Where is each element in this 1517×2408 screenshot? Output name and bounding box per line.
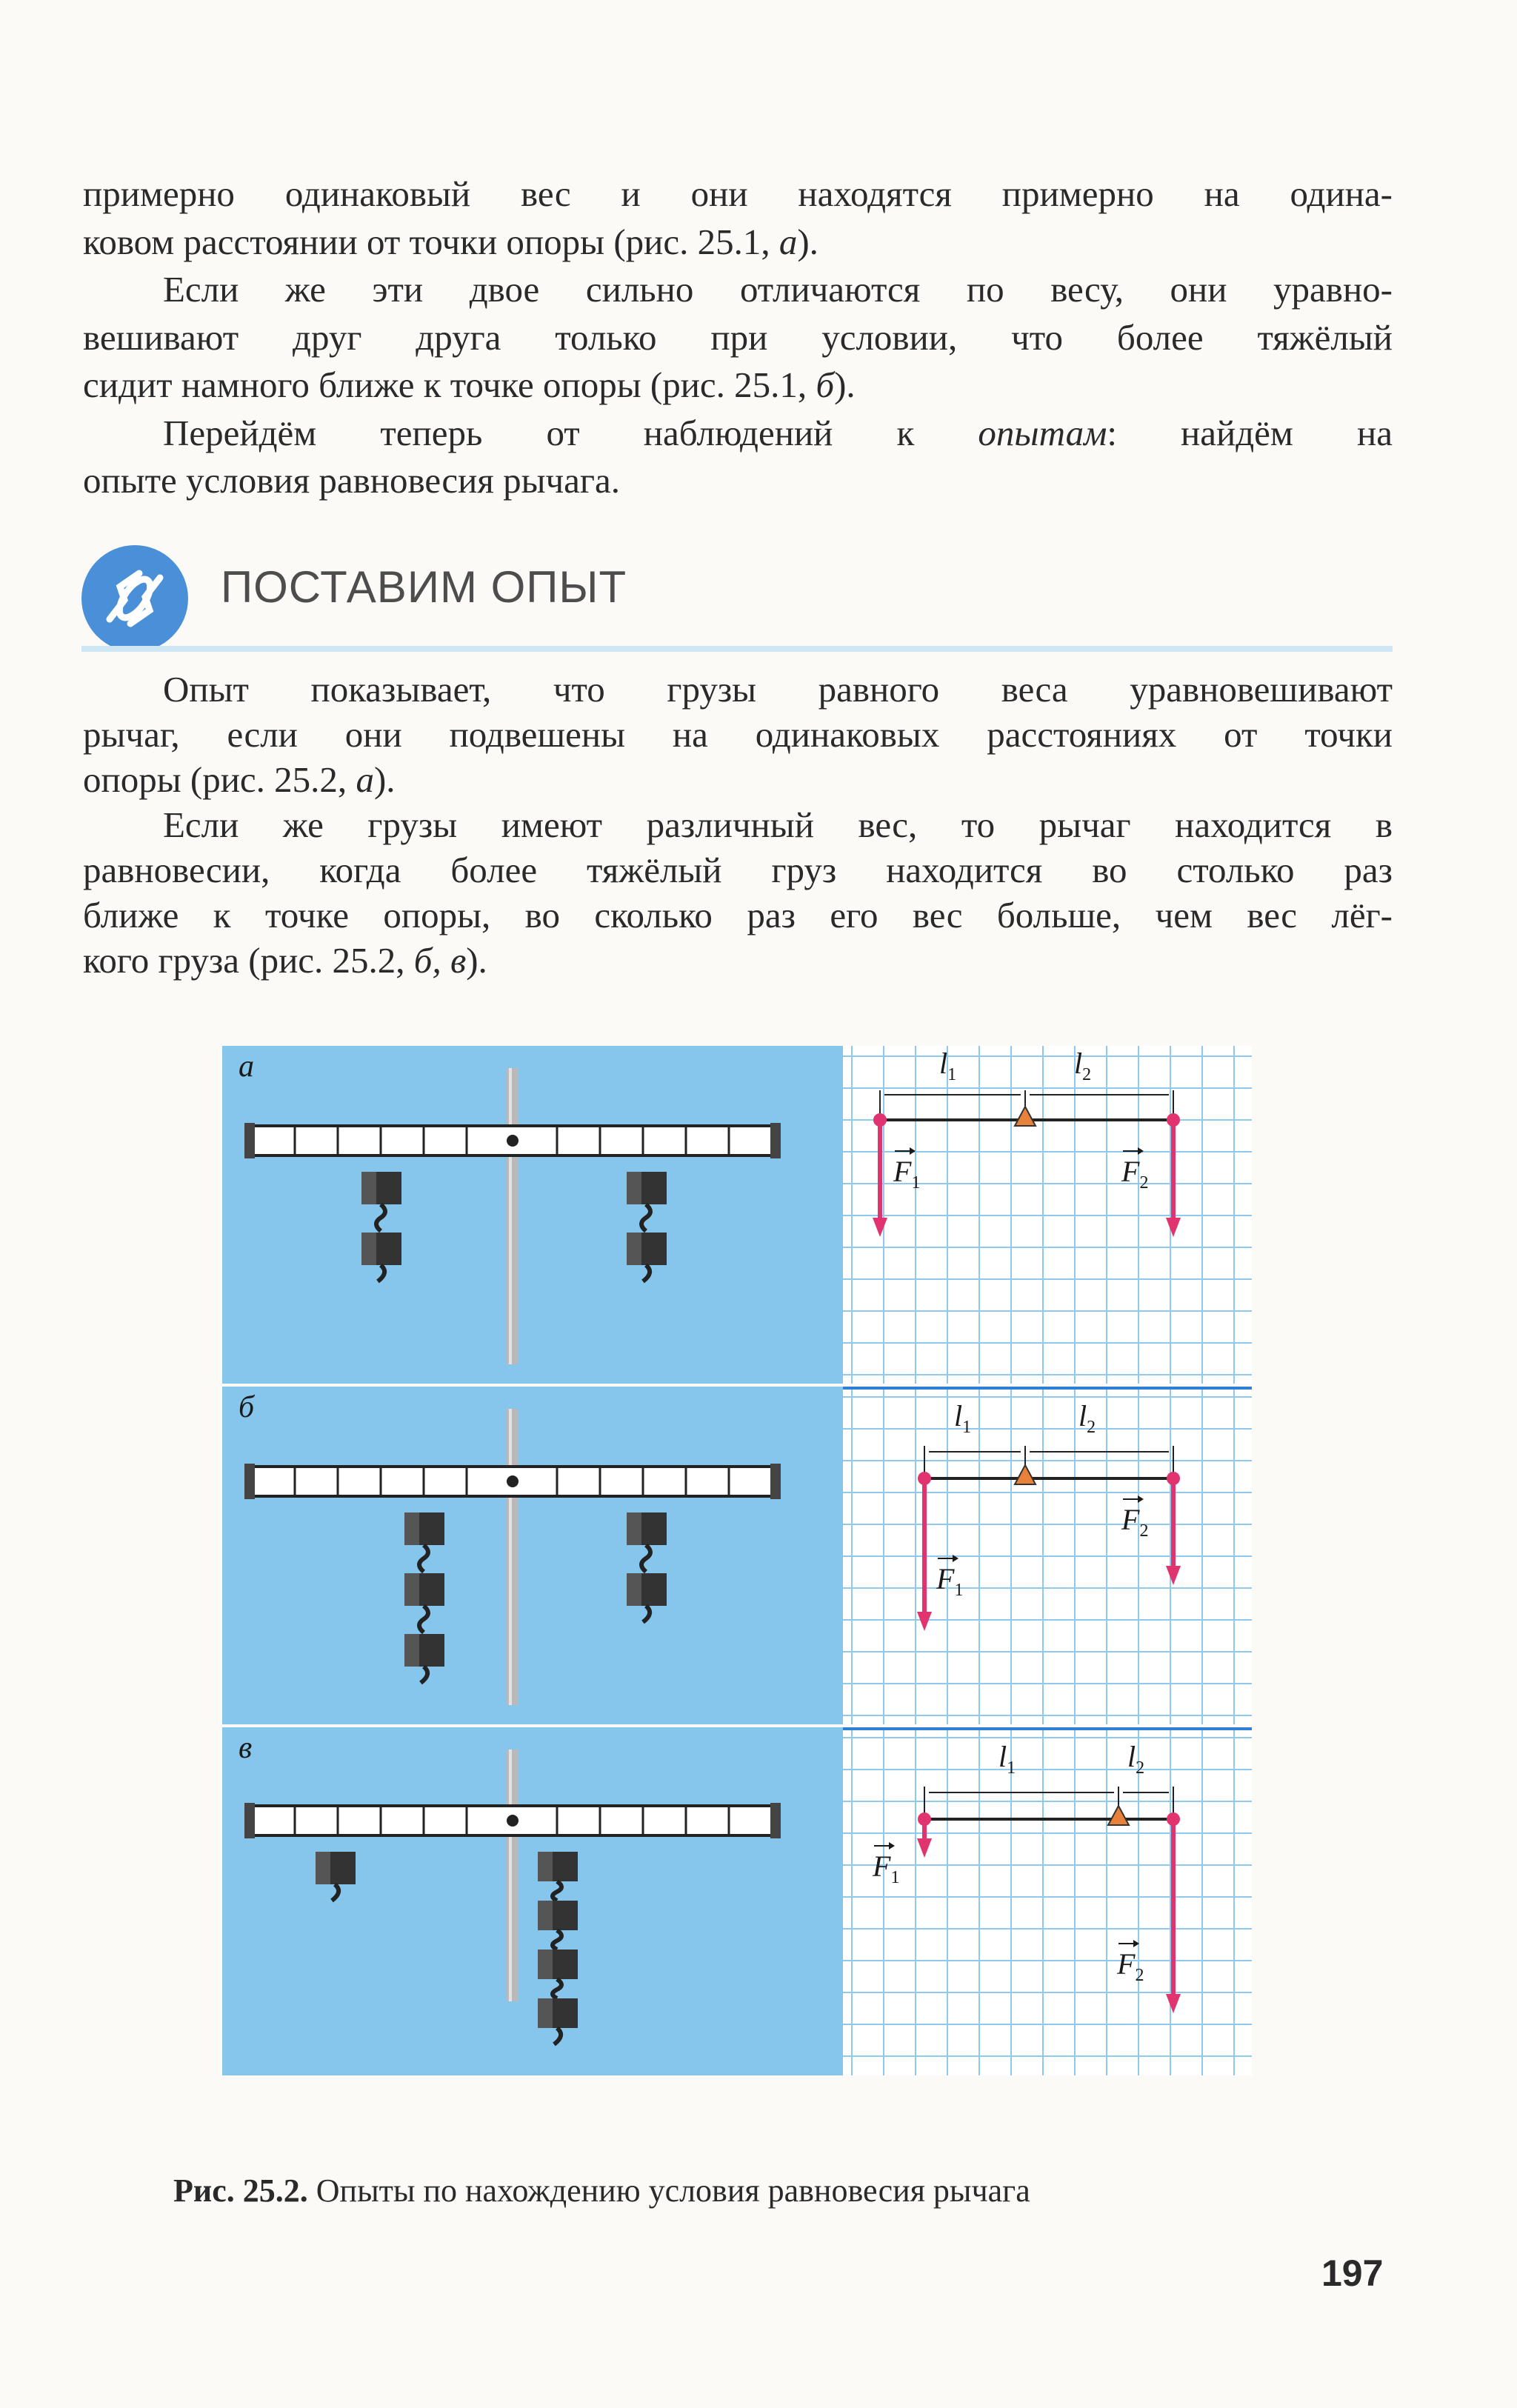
label-l1: $l_1$ <box>954 1399 972 1437</box>
weight-stack-right <box>627 1172 667 1281</box>
panel-b-photo <box>222 1387 843 1724</box>
label-l2: $l_2$ <box>1127 1740 1145 1778</box>
panel-a-diagram <box>843 1046 1252 1384</box>
text-line: примерно одинаковый вес и они находятся примерно на одина- <box>83 173 1393 214</box>
panel-v-diagram <box>843 1727 1252 2075</box>
force-diagram <box>843 1046 1252 1384</box>
label-f1: $F_1$ <box>936 1562 964 1600</box>
panel-letter: а <box>239 1050 254 1084</box>
weight-stack-left <box>316 1852 356 1901</box>
weight-stack-right <box>627 1512 667 1622</box>
text-line: Если же грузы имеют различный вес, то рычаг находится в <box>163 804 1393 845</box>
lever-illustration <box>222 1387 843 1724</box>
label-l1: $l_1$ <box>998 1740 1016 1778</box>
text-top <box>83 170 1393 505</box>
text-line: Если же эти двое сильно отличаются по весу, они уравно- <box>163 269 1393 310</box>
paragraph-2 <box>83 266 1393 410</box>
panel-letter: б <box>239 1390 255 1424</box>
panel-a-photo <box>222 1046 843 1384</box>
paragraph-4 <box>83 667 1393 802</box>
text-line: опоры (рис. 25.2, а). <box>83 759 396 800</box>
label-f2: $F_2$ <box>1117 1947 1144 1985</box>
text-line: ближе к точке опоры, во сколько раз его вес больше, чем вес лёг- <box>83 895 1393 935</box>
force-diagram <box>843 1387 1252 1724</box>
panel-b-diagram <box>843 1387 1252 1724</box>
paragraph-3 <box>83 410 1393 505</box>
text-line: Опыт показывает, что грузы равного веса уравновешивают <box>163 669 1393 710</box>
text-line: равновесии, когда более тяжёлый груз находится во столько раз <box>83 850 1393 890</box>
paragraph-1 <box>83 170 1393 266</box>
label-l1: $l_1$ <box>939 1047 957 1084</box>
page-number: 197 <box>1321 2252 1384 2294</box>
text-line: кого груза (рис. 25.2, б, в). <box>83 940 487 981</box>
text-line: ковом расстоянии от точки опоры (рис. 25.1, а). <box>83 221 818 262</box>
label-f1: $F_1$ <box>893 1155 921 1193</box>
panel-v-photo <box>222 1727 843 2075</box>
section-divider <box>81 646 1393 652</box>
weight-stack-left <box>361 1172 401 1281</box>
figure-25-2 <box>222 1046 1252 2127</box>
experiment-icon <box>81 545 188 652</box>
text-line: опыте условия равновесия рычага. <box>83 460 620 501</box>
lever-illustration <box>222 1727 843 2075</box>
weight-stack-right <box>538 1852 578 2044</box>
figure-caption: Рис. 25.2. Опыты по нахождению условия равновесия рычага <box>173 2172 1030 2209</box>
text-middle <box>83 667 1393 983</box>
text-line: Перейдём теперь от наблюдений к опытам: найдём на <box>163 412 1393 453</box>
panel-letter: в <box>239 1731 253 1765</box>
label-l2: $l_2$ <box>1078 1399 1096 1437</box>
section-title: ПОСТАВИМ ОПЫТ <box>221 562 627 612</box>
label-l2: $l_2$ <box>1074 1047 1092 1084</box>
lever-illustration <box>222 1046 843 1384</box>
label-f2: $F_2$ <box>1121 1155 1149 1193</box>
text-line: вешивают друг друга только при условии, что более тяжёлый <box>83 316 1393 358</box>
label-f1: $F_1$ <box>873 1850 900 1887</box>
text-line: рычаг, если они подвешены на одинаковых расстояниях от точки <box>83 714 1393 755</box>
force-diagram <box>843 1727 1252 2075</box>
weight-stack-left <box>404 1512 444 1683</box>
text-line: сидит намного ближе к точке опоры (рис. 25.1, б). <box>83 364 856 405</box>
label-f2: $F_2$ <box>1121 1503 1149 1541</box>
paragraph-5 <box>83 802 1393 983</box>
